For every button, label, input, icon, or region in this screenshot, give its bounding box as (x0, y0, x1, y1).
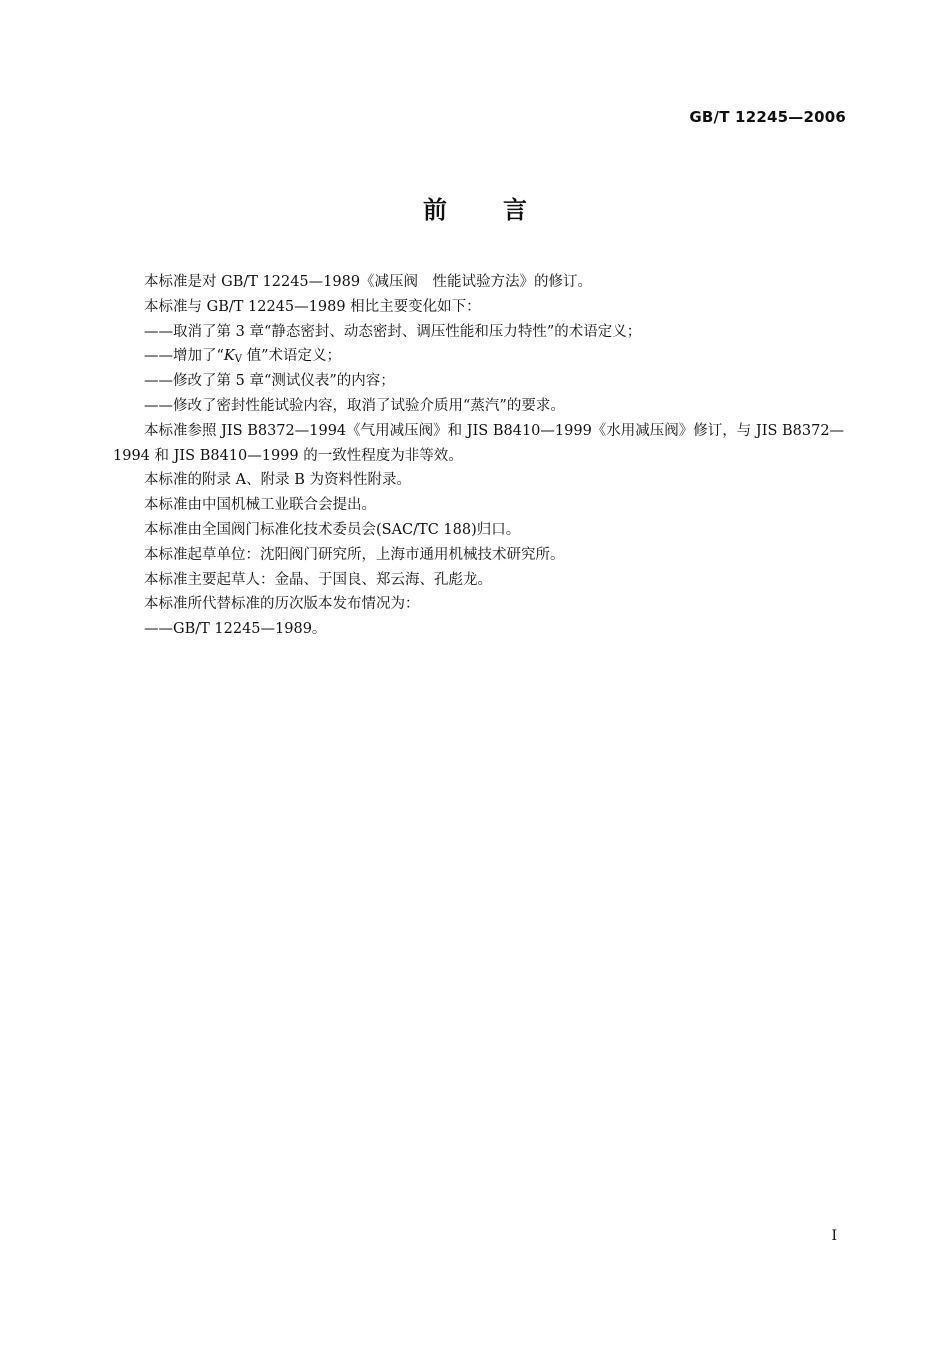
change-item-3: ——修改了第 5 章“测试仪表”的内容； (144, 373, 395, 390)
paragraph-appendix: 本标准的附录 A、附录 B 为资料性附录。 (144, 472, 411, 489)
change-item-2-suffix: 值”术语定义； (242, 348, 342, 365)
title-char-1: 前 (423, 196, 447, 224)
paragraph-changes-intro: 本标准与 GB/T 12245—1989 相比主要变化如下： (144, 298, 481, 315)
kv-subscript: V (234, 354, 242, 366)
paragraph-history-intro: 本标准所代替标准的历次版本发布情况为： (144, 596, 420, 613)
change-item-4: ——修改了密封性能试验内容，取消了试验介质用“蒸汽”的要求。 (144, 397, 565, 414)
paragraph-revision: 本标准是对 GB/T 12245—1989《减压阀 性能试验方法》的修订。 (144, 274, 593, 290)
change-item-1: ——取消了第 3 章“静态密封、动态密封、调压性能和压力特性”的术语定义； (144, 323, 642, 340)
paragraph-reference-line-2: 1994 和 JIS B8410—1999 的一致性程度为非等效。 (113, 447, 463, 464)
page-title (0, 190, 950, 225)
title-char-2: 言 (503, 196, 527, 224)
kv-symbol: K (223, 348, 235, 365)
change-item-2 (113, 344, 853, 369)
history-item-1: ——GB/T 12245—1989。 (144, 621, 327, 638)
change-item-2-prefix: ——增加了“ (144, 348, 224, 365)
paragraph-drafters: 本标准主要起草人：金晶、于国良、郑云海、孔彪龙。 (144, 571, 492, 588)
page-number: I (831, 1228, 837, 1244)
paragraph-reference-line-1: 本标准参照 JIS B8372—1994《气用减压阀》和 JIS B8410—1999《水用减压阀》修订，与 JIS B8372— (144, 422, 845, 439)
paragraph-proposer: 本标准由中国机械工业联合会提出。 (144, 497, 376, 514)
paragraph-centralized: 本标准由全国阀门标准化技术委员会(SAC/TC 188)归口。 (144, 521, 521, 538)
foreword-body (113, 270, 853, 642)
standard-code: GB/T 12245—2006 (689, 108, 846, 126)
paragraph-drafting-units: 本标准起草单位：沈阳阀门研究所，上海市通用机械技术研究所。 (144, 546, 565, 563)
